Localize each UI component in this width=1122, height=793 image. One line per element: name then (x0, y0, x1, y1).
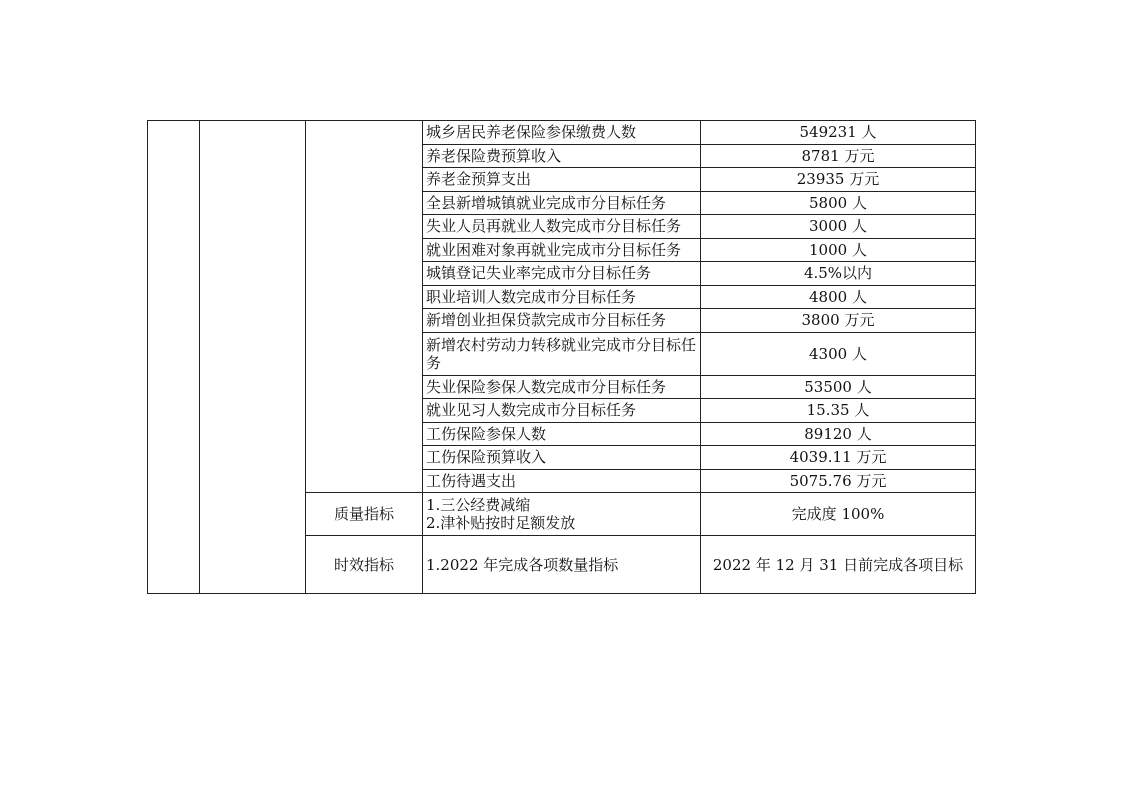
indicator-cell: 养老金预算支出 (423, 168, 701, 192)
timeliness-indicator-cell: 1.2022 年完成各项数量指标 (423, 536, 701, 594)
indicator-cell: 工伤保险预算收入 (423, 446, 701, 470)
value-cell: 3000 人 (701, 215, 976, 239)
quality-line-2: 2.津补贴按时足额发放 (426, 514, 576, 532)
value-cell: 4.5%以内 (701, 262, 976, 286)
indicator-cell: 失业人员再就业人数完成市分目标任务 (423, 215, 701, 239)
value-cell: 4800 人 (701, 285, 976, 309)
indicator-cell: 城镇登记失业率完成市分目标任务 (423, 262, 701, 286)
indicator-cell: 新增农村劳动力转移就业完成市分目标任务 (423, 332, 701, 375)
value-cell: 15.35 人 (701, 399, 976, 423)
indicator-cell: 新增创业担保贷款完成市分目标任务 (423, 309, 701, 333)
quality-value-cell: 完成度 100% (701, 493, 976, 536)
indicator-cell: 就业见习人数完成市分目标任务 (423, 399, 701, 423)
timeliness-category-cell: 时效指标 (306, 536, 423, 594)
blank-cell-col1 (148, 121, 200, 594)
value-cell: 549231 人 (701, 121, 976, 145)
timeliness-value-cell: 2022 年 12 月 31 日前完成各项目标 (701, 536, 976, 594)
value-cell: 8781 万元 (701, 144, 976, 168)
indicator-cell: 工伤保险参保人数 (423, 422, 701, 446)
value-cell: 89120 人 (701, 422, 976, 446)
quality-indicator-cell (423, 493, 701, 536)
indicator-cell: 工伤待遇支出 (423, 469, 701, 493)
value-cell: 23935 万元 (701, 168, 976, 192)
value-cell: 5800 人 (701, 191, 976, 215)
value-cell: 4300 人 (701, 332, 976, 375)
table-row (148, 121, 976, 145)
indicator-cell: 就业困难对象再就业完成市分目标任务 (423, 238, 701, 262)
indicator-cell: 养老保险费预算收入 (423, 144, 701, 168)
indicator-cell: 职业培训人数完成市分目标任务 (423, 285, 701, 309)
blank-cell-col2 (200, 121, 306, 594)
quality-category-cell: 质量指标 (306, 493, 423, 536)
blank-cell-col3 (306, 121, 423, 493)
indicator-cell: 全县新增城镇就业完成市分目标任务 (423, 191, 701, 215)
indicator-cell: 城乡居民养老保险参保缴费人数 (423, 121, 701, 145)
value-cell: 3800 万元 (701, 309, 976, 333)
indicator-table (147, 120, 976, 594)
quality-line-1: 1.三公经费减缩 (426, 496, 531, 514)
value-cell: 4039.11 万元 (701, 446, 976, 470)
value-cell: 5075.76 万元 (701, 469, 976, 493)
value-cell: 1000 人 (701, 238, 976, 262)
indicator-cell: 失业保险参保人数完成市分目标任务 (423, 375, 701, 399)
value-cell: 53500 人 (701, 375, 976, 399)
